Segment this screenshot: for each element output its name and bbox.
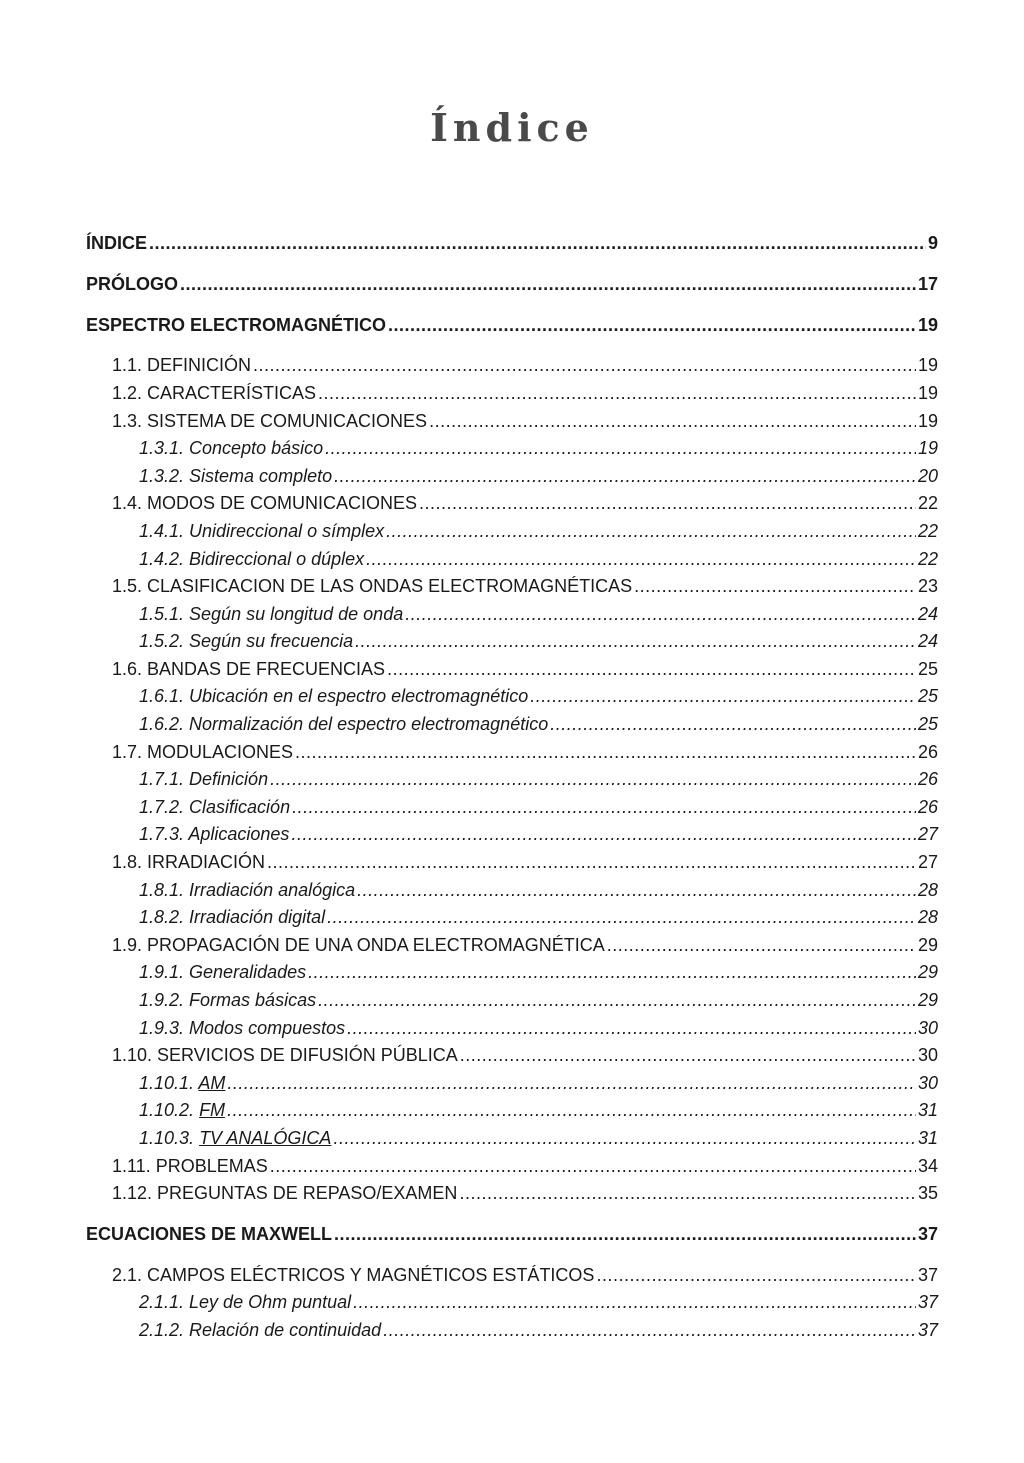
dot-leader [308, 959, 916, 987]
dot-leader [353, 1289, 916, 1317]
toc-entry-page-number: 29 [917, 962, 938, 983]
toc-entry-level-3[interactable] [86, 628, 938, 656]
dot-leader [292, 794, 916, 822]
toc-entry-page-number: 29 [917, 990, 938, 1010]
toc-entry-level-3[interactable] [86, 766, 938, 794]
toc-entry-level-3[interactable] [86, 546, 938, 574]
dot-leader [387, 656, 916, 684]
dot-leader [334, 463, 916, 491]
toc-entry-label-text: 1.9.2. Formas básicas [139, 990, 317, 1010]
toc-entry-page-number: 19 [917, 382, 938, 403]
toc-entry-page-number: 37 [917, 1223, 938, 1244]
toc-entry-level-3[interactable] [86, 1289, 938, 1317]
toc-entry-label [139, 1097, 225, 1125]
toc-entry-label [86, 271, 178, 299]
toc-entry-label [139, 601, 403, 629]
toc-entry-level-3[interactable] [86, 518, 938, 546]
toc-entry-label [112, 380, 316, 408]
toc-entry-page-number: 30 [917, 1045, 938, 1066]
dot-leader [366, 546, 916, 574]
dot-leader [318, 380, 916, 408]
toc-entry-page-number: 22 [917, 493, 938, 514]
toc-entry-level-1[interactable] [86, 312, 938, 340]
toc-entry-page-number: 19 [917, 314, 938, 335]
toc-entry-label-text: 1.7. MODULACIONES [112, 741, 294, 762]
toc-entry-label-text: 1.6. BANDAS DE FRECUENCIAS [112, 658, 386, 679]
toc-entry-label [139, 1289, 351, 1317]
toc-entry-label-text: 1.4. MODOS DE COMUNICACIONES [112, 493, 418, 514]
toc-entry-label [112, 408, 427, 436]
toc-entry-level-2[interactable] [86, 408, 938, 436]
dot-leader [634, 573, 916, 601]
dot-leader [270, 1153, 916, 1181]
toc-entry-link[interactable]: FM [199, 1100, 226, 1121]
toc-entry-label-text: 1.8. IRRADIACIÓN [112, 852, 266, 873]
toc-entry-level-3[interactable] [86, 1070, 938, 1098]
dot-leader [357, 877, 916, 905]
table-of-contents [86, 230, 938, 1345]
dot-leader [333, 1125, 916, 1153]
toc-entry-page-number: 17 [917, 273, 938, 294]
dot-leader [270, 766, 916, 794]
toc-entry-page-number: 37 [917, 1292, 938, 1313]
dot-leader [530, 683, 916, 711]
toc-entry-label-text: 1.7.3. Aplicaciones [139, 824, 290, 845]
dot-leader [459, 1180, 916, 1208]
toc-entry-label [139, 518, 384, 546]
toc-entry-level-2[interactable] [86, 380, 938, 408]
toc-entry-level-3[interactable] [86, 683, 938, 711]
toc-entry-level-1[interactable] [86, 230, 938, 258]
toc-entry-label [139, 959, 306, 987]
toc-entry-label-text: 1.8.1. Irradiación analógica [139, 879, 356, 900]
toc-entry-label [139, 435, 323, 463]
toc-entry-page-number: 9 [927, 233, 938, 253]
toc-entry-page-number: 20 [917, 465, 938, 486]
toc-entry-page-number: 37 [917, 1264, 938, 1285]
toc-entry-level-3[interactable] [86, 711, 938, 739]
toc-entry-label-text: 1.10.2. [139, 1100, 195, 1121]
toc-entry-label-text: 1.1. DEFINICIÓN [112, 355, 252, 376]
toc-entry-label [112, 849, 265, 877]
toc-entry-label [112, 1180, 457, 1208]
toc-entry-label [139, 683, 528, 711]
toc-entry-page-number: 28 [917, 907, 938, 928]
toc-entry-label-text: 1.10. SERVICIOS DE DIFUSIÓN PÚBLICA [112, 1045, 458, 1066]
toc-entry-label-text: 1.8.2. Irradiación digital [139, 907, 326, 928]
toc-entry-level-2[interactable] [86, 656, 938, 684]
toc-entry-page-number: 24 [917, 603, 938, 624]
toc-entry-label [139, 877, 355, 905]
toc-entry-page-number: 19 [917, 438, 938, 459]
toc-entry-label [139, 904, 325, 932]
toc-entry-label-text: 1.5.2. Según su frecuencia [139, 631, 354, 652]
toc-entry-page-number: 31 [917, 1127, 938, 1148]
dot-leader [267, 849, 916, 877]
toc-entry-level-3[interactable] [86, 463, 938, 491]
toc-entry-label-text: 1.11. PROBLEMAS [112, 1155, 268, 1176]
toc-entry-level-2[interactable] [86, 1262, 938, 1290]
toc-entry-page-number: 37 [917, 1319, 938, 1340]
dot-leader [295, 739, 916, 767]
dot-leader [291, 821, 916, 849]
toc-entry-page-number: 31 [917, 1100, 938, 1121]
toc-entry-label [112, 739, 293, 767]
toc-entry-label-text: 1.10.1. [139, 1072, 195, 1093]
toc-entry-label [112, 1153, 268, 1181]
toc-entry-label-text: 2.1. CAMPOS ELÉCTRICOS Y MAGNÉTICOS ESTÁTICOS [112, 1264, 595, 1285]
toc-entry-label [139, 546, 364, 574]
toc-entry-page-number: 30 [917, 1072, 938, 1093]
dot-leader [327, 904, 916, 932]
toc-entry-level-2[interactable] [86, 1042, 938, 1070]
toc-entry-label [139, 711, 548, 739]
toc-entry-label-text: 1.10.3. [139, 1127, 195, 1148]
toc-entry-level-2[interactable] [86, 1153, 938, 1181]
toc-entry-label [139, 794, 290, 822]
toc-entry-label [139, 1317, 381, 1345]
toc-entry-level-3[interactable] [86, 877, 938, 905]
dot-leader [355, 628, 916, 656]
toc-entry-label-text: 1.12. PREGUNTAS DE REPASO/EXAMEN [112, 1183, 458, 1204]
toc-entry-page-number: 35 [917, 1183, 938, 1204]
toc-entry-link[interactable]: TV ANALÓGICA [199, 1127, 332, 1148]
toc-entry-label [139, 1125, 331, 1153]
dot-leader [334, 1221, 916, 1249]
toc-entry-label-text: ECUACIONES DE MAXWELL [86, 1223, 333, 1244]
toc-entry-label-text: 1.7.1. Definición [139, 769, 269, 790]
toc-entry-page-number: 34 [917, 1155, 938, 1176]
toc-entry-label-text: 1.4.1. Unidireccional o símplex [139, 520, 385, 541]
page-title: Índice [430, 105, 594, 150]
toc-entry-page-number: 25 [917, 714, 938, 735]
toc-entry-label-text: 1.5. CLASIFICACION DE LAS ONDAS ELECTROMAGNÉTICAS [112, 576, 633, 597]
toc-entry-link[interactable]: AM [198, 1072, 226, 1093]
toc-entry-page-number: 28 [917, 879, 938, 900]
toc-entry-label-text: 1.3. SISTEMA DE COMUNICACIONES [112, 410, 428, 431]
toc-entry-level-2[interactable] [86, 352, 938, 380]
toc-entry-level-2[interactable] [86, 490, 938, 518]
toc-entry-level-3[interactable] [86, 959, 938, 987]
toc-entry-label-text: 1.6.2. Normalización del espectro electromagnético [139, 714, 549, 735]
toc-entry-label [112, 490, 417, 518]
toc-entry-level-2[interactable] [86, 1180, 938, 1208]
dot-leader [347, 1015, 916, 1043]
toc-entry-level-2[interactable] [86, 739, 938, 767]
toc-entry-label-text: 1.5.1. Según su longitud de onda [139, 603, 404, 624]
toc-entry-level-3[interactable] [86, 821, 938, 849]
toc-entry-level-3[interactable] [86, 987, 938, 1015]
dot-leader [227, 1070, 916, 1098]
toc-entry-level-3[interactable] [86, 794, 938, 822]
toc-entry-label-text: 1.2. CARACTERÍSTICAS [112, 382, 317, 403]
toc-entry-page-number: 26 [917, 796, 938, 817]
dot-leader [318, 987, 916, 1015]
toc-entry-page-number: 24 [917, 631, 938, 652]
toc-entry-label [112, 352, 251, 380]
toc-entry-label-text: 1.3.1. Concepto básico [139, 438, 324, 459]
toc-entry-label [112, 1042, 458, 1070]
toc-entry-level-3[interactable] [86, 1015, 938, 1043]
toc-entry-label [139, 463, 332, 491]
toc-entry-label [112, 573, 632, 601]
toc-entry-label [139, 987, 316, 1015]
toc-entry-level-3[interactable] [86, 1125, 938, 1153]
toc-entry-page-number: 23 [917, 576, 938, 597]
toc-entry-page-number: 19 [917, 410, 938, 431]
dot-leader [180, 271, 916, 299]
toc-entry-level-1[interactable] [86, 271, 938, 299]
dot-leader [405, 601, 916, 629]
toc-entry-label-text: ÍNDICE [86, 233, 148, 253]
dot-leader [253, 352, 916, 380]
toc-entry-level-2[interactable] [86, 849, 938, 877]
toc-entry-page-number: 22 [917, 520, 938, 541]
toc-entry-label [139, 766, 268, 794]
toc-entry-page-number: 29 [917, 934, 938, 955]
toc-entry-page-number: 30 [917, 1017, 938, 1038]
dot-leader [429, 408, 916, 436]
dot-leader [149, 230, 926, 258]
toc-entry-page-number: 19 [917, 355, 938, 376]
toc-entry-label [112, 1262, 594, 1290]
toc-entry-label-text: 1.9. PROPAGACIÓN DE UNA ONDA ELECTROMAGNÉTICA [112, 934, 605, 955]
toc-entry-page-number: 25 [917, 658, 938, 679]
toc-entry-label [86, 1221, 332, 1249]
dot-leader [227, 1097, 916, 1125]
dot-leader [325, 435, 916, 463]
toc-entry-page-number: 27 [917, 852, 938, 873]
dot-leader [419, 490, 916, 518]
toc-entry-level-2[interactable] [86, 573, 938, 601]
toc-entry-label [139, 1070, 225, 1098]
toc-entry-level-3[interactable] [86, 435, 938, 463]
toc-entry-page-number: 22 [917, 548, 938, 569]
toc-entry-level-2[interactable] [86, 932, 938, 960]
dot-leader [386, 518, 916, 546]
toc-entry-level-3[interactable] [86, 904, 938, 932]
toc-entry-label-text: 1.7.2. Clasificación [139, 796, 291, 817]
toc-entry-page-number: 25 [917, 686, 938, 707]
toc-entry-label [112, 656, 385, 684]
toc-entry-label-text: 2.1.1. Ley de Ohm puntual [139, 1292, 352, 1313]
toc-entry-label-text: 1.3.2. Sistema completo [139, 465, 333, 486]
toc-entry-label-text: 1.9.1. Generalidades [139, 962, 307, 983]
dot-leader [388, 312, 916, 340]
toc-entry-level-3[interactable] [86, 601, 938, 629]
dot-leader [607, 932, 916, 960]
toc-entry-label-text: PRÓLOGO [86, 273, 179, 294]
toc-entry-level-3[interactable] [86, 1317, 938, 1345]
toc-entry-level-1[interactable] [86, 1221, 938, 1249]
toc-entry-label-text: ESPECTRO ELECTROMAGNÉTICO [86, 314, 387, 335]
dot-leader [383, 1317, 916, 1345]
toc-entry-label [86, 230, 147, 258]
dot-leader [596, 1262, 916, 1290]
toc-entry-label [139, 1015, 345, 1043]
toc-entry-page-number: 27 [917, 824, 938, 845]
toc-entry-page-number: 26 [917, 741, 938, 762]
toc-entry-label [86, 312, 386, 340]
toc-entry-label [139, 628, 353, 656]
dot-leader [550, 711, 916, 739]
toc-entry-label [139, 821, 289, 849]
toc-entry-page-number: 26 [917, 769, 938, 790]
toc-entry-level-3[interactable] [86, 1097, 938, 1125]
toc-entry-label-text: 2.1.2. Relación de continuidad [139, 1319, 382, 1340]
toc-entry-label-text: 1.4.2. Bidireccional o dúplex [139, 548, 365, 569]
dot-leader [460, 1042, 916, 1070]
toc-entry-label [112, 932, 605, 960]
toc-entry-label-text: 1.6.1. Ubicación en el espectro electromagnético [139, 686, 529, 707]
toc-entry-label-text: 1.9.3. Modos compuestos [139, 1017, 346, 1038]
